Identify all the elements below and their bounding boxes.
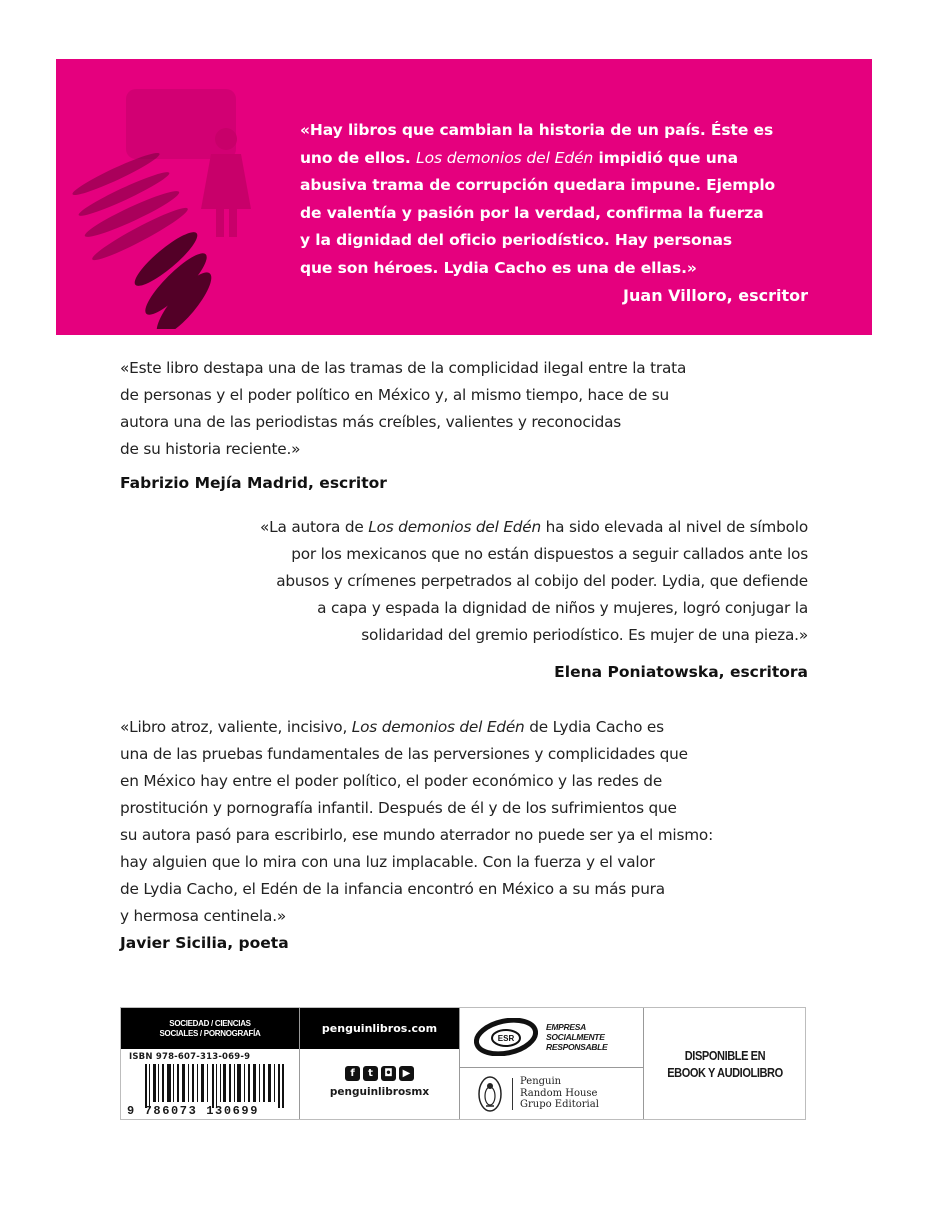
quote-author-sicilia: Javier Sicilia, poeta [120,934,289,952]
esr-label [546,1022,607,1052]
esr-line: RESPONSABLE [546,1042,608,1052]
website-link[interactable]: penguinlibros.com [321,1022,438,1035]
book-title: Los demonios del Edén [351,718,525,736]
quote-line: de personas y el poder político en México y, al mismo tiempo, hace de su [120,386,669,404]
quote-line: su autora pasó para escribirlo, ese mundo aterrador no puede ser ya el mismo: [120,826,714,844]
banner-quote-author: Juan Villoro, escritor [623,286,808,305]
quote-line: impidió que una [593,148,738,167]
barcode-column [121,1008,299,1119]
quote-line: de Lydia Cacho, el Edén de la infancia encontró en México a su más pura [120,880,665,898]
availability-label [667,1047,783,1081]
quote-line: y la dignidad del oficio periodístico. Hay personas [300,231,733,249]
svg-text:ESR: ESR [497,1034,515,1043]
website-header [300,1008,459,1049]
esr-logo-icon [474,1018,538,1056]
social-icons [300,1066,459,1081]
quote-line: de su historia reciente.» [120,440,301,458]
availability-line: EBOOK Y AUDIOLIBRO [666,1064,783,1080]
quote-author-mejia: Fabrizio Mejía Madrid, escritor [120,474,387,492]
woman-silhouette-illustration [66,79,266,329]
banner-quote [300,117,830,282]
publisher-name [520,1076,599,1111]
facebook-icon[interactable]: f [345,1066,360,1081]
quote-line: de Lydia Cacho es [524,718,664,736]
quote-line: y hermosa centinela.» [120,907,287,925]
quote-author-poniatowska: Elena Poniatowska, escritora [554,663,808,681]
back-cover-info-box [120,1007,806,1120]
quote-line: por los mexicanos que no están dispuestos a seguir callados ante los [291,545,808,563]
availability-line: DISPONIBLE EN [684,1047,765,1063]
quote-line: «La autora de [260,518,369,536]
quote-line: una de las pruebas fundamentales de las perversiones y complicidades que [120,745,688,763]
barcode-icon [145,1064,285,1108]
quote-line: a capa y espada la dignidad de niños y mujeres, logró conjugar la [317,599,808,617]
esr-line: EMPRESA [546,1022,586,1032]
quote-line: «Hay libros que cambian la historia de un país. Éste es [300,121,774,139]
book-title: Los demonios del Edén [416,148,594,167]
quote-line: que son héroes. Lydia Cacho es una de ellas.» [300,258,697,277]
esr-badge [460,1008,643,1068]
quote-line: solidaridad del gremio periodístico. Es mujer de una pieza.» [361,626,808,644]
quote-line: prostitución y pornografía infantil. Después de él y de los sufrimientos que [120,799,677,817]
quote-line: hay alguien que lo mira con una luz implacable. Con la fuerza y el valor [120,853,655,871]
quote-line: abusiva trama de corrupción quedara impune. Ejemplo [300,176,776,194]
quote-line: ha sido elevada al nivel de símbolo [541,518,808,536]
quote-line: uno de ellos. [300,148,411,167]
quote-line: «Libro atroz, valiente, incisivo, [120,718,352,736]
esr-line: SOCIALMENTE [546,1032,605,1042]
publisher-line: Penguin [520,1076,562,1087]
youtube-icon[interactable]: ▶ [399,1066,414,1081]
instagram-icon[interactable]: ◘ [381,1066,396,1081]
header-banner [56,59,872,335]
divider [512,1078,513,1110]
social-handle: penguinlibrosmx [329,1086,430,1098]
isbn-label: ISBN 978-607-313-069-9 [129,1052,251,1062]
category-line: SOCIEDAD / CIENCIAS [169,1018,251,1028]
availability-column [643,1008,805,1119]
quote-sicilia [120,714,820,930]
category-label [121,1008,299,1049]
publisher-line: Grupo Editorial [520,1099,599,1110]
quote-mejia [120,355,820,463]
penguin-logo-icon [478,1076,502,1112]
quote-line: abusos y crímenes perpetrados al cobijo del poder. Lydia, que defiende [276,572,808,590]
quote-line: autora una de las periodistas más creíbles, valientes y reconocidas [120,413,622,431]
publisher-line: Random House [520,1087,598,1099]
quote-line: de valentía y pasión por la verdad, confirma la fuerza [300,203,764,222]
twitter-icon[interactable]: t [363,1066,378,1081]
category-line: SOCIALES / PORNOGRAFÍA [159,1028,261,1038]
publisher-column [459,1008,643,1119]
ean-number: 9 786073 130699 [127,1104,260,1118]
book-title: Los demonios del Edén [368,518,542,536]
website-column [299,1008,459,1119]
quote-line: «Este libro destapa una de las tramas de la complicidad ilegal entre la trata [120,359,687,377]
quote-poniatowska [170,514,808,649]
quote-line: en México hay entre el poder político, el poder económico y las redes de [120,772,663,790]
